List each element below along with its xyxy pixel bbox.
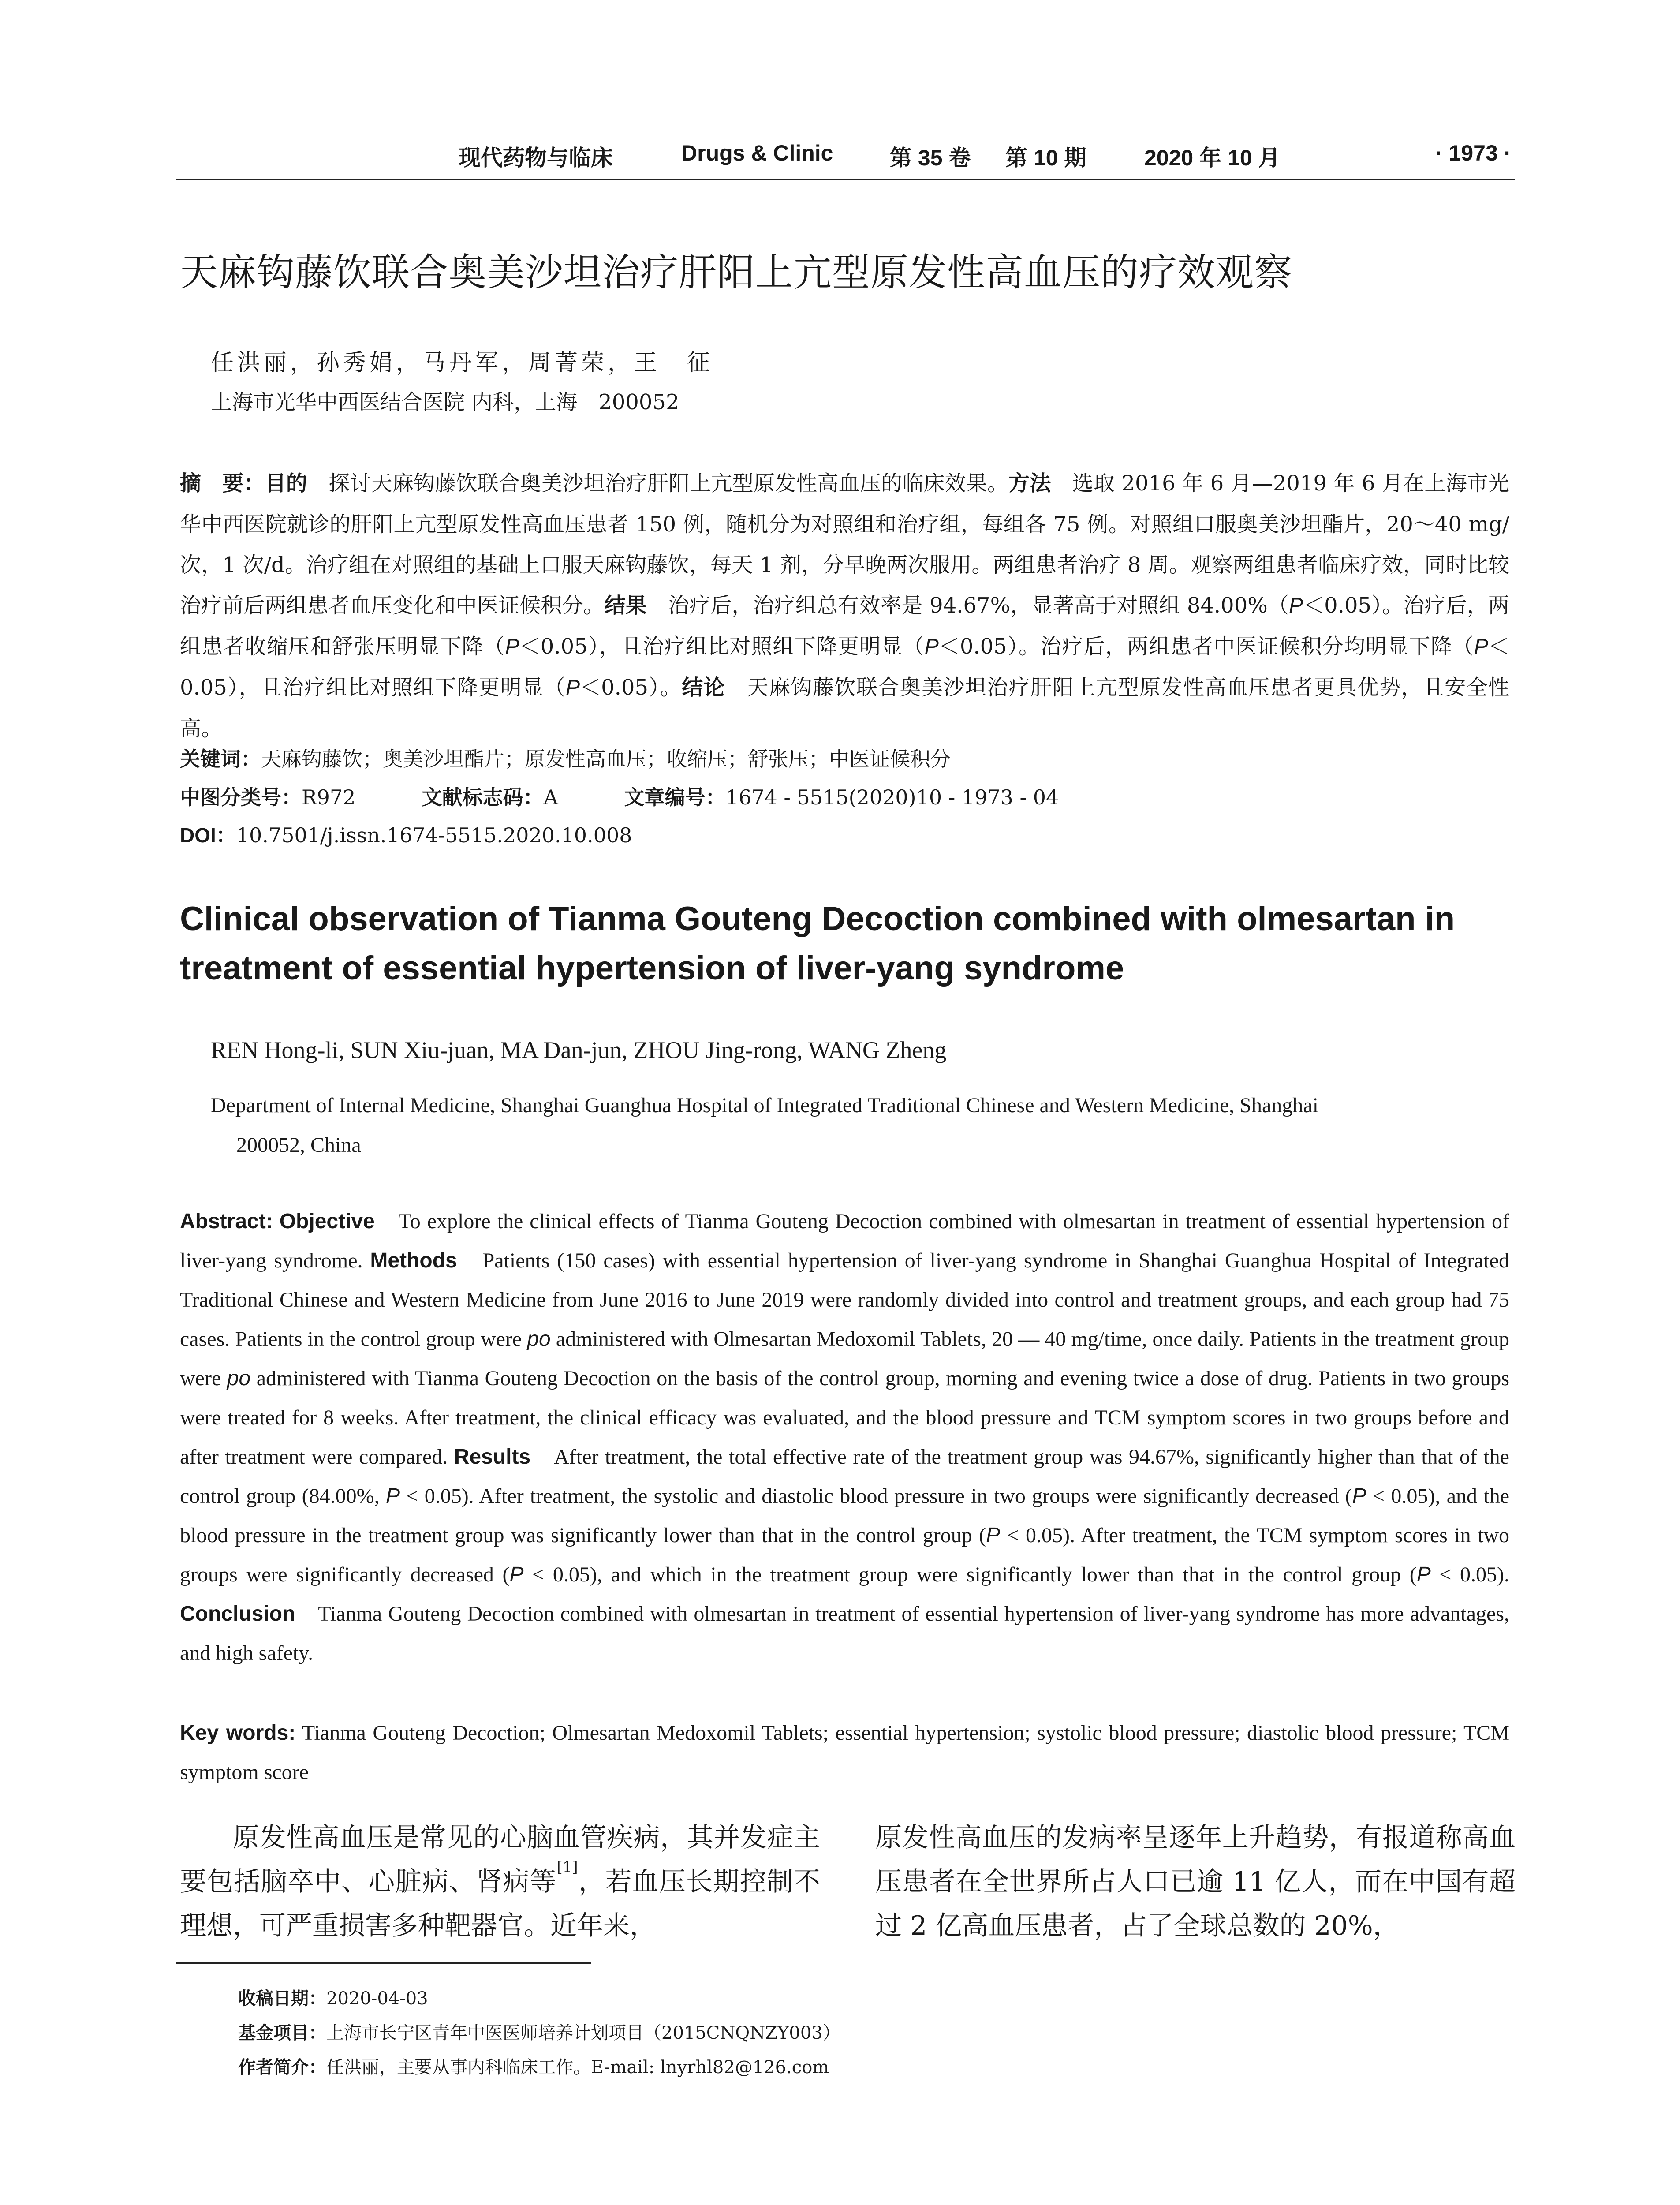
p-value-symbol: P bbox=[986, 1524, 1001, 1547]
keywords-cn-text: 天麻钩藤饮；奥美沙坦酯片；原发性高血压；收缩压；舒张压；中医证候积分 bbox=[261, 747, 951, 771]
journal-name-en: Drugs & Clinic bbox=[681, 141, 833, 165]
doi-line bbox=[180, 819, 632, 848]
doc-code: A bbox=[543, 785, 558, 809]
abstract-en-label: Abstract: bbox=[180, 1210, 273, 1233]
doi-link[interactable]: 10.7501/j.issn.1674-5515.2020.10.008 bbox=[236, 823, 632, 847]
affiliation-en bbox=[211, 1086, 1514, 1165]
body-text: 原发性高血压的发病率呈逐年上升趋势，有报道称高血压患者在全世界所占人口已逾 11 亿人，而在中国有超过 2 亿高血压患者，占了全球总数的 20%， bbox=[875, 1822, 1516, 1941]
results-en: After treatment, the total effective rate of the treatment group was 94.67%, significantly higher than that of the control group (84.00%, bbox=[180, 1445, 1509, 1508]
title-cn: 天麻钩藤饮联合奥美沙坦治疗肝阳上亢型原发性高血压的疗效观察 bbox=[180, 250, 1292, 295]
bio-label: 作者简介： bbox=[238, 2058, 326, 2077]
received-date: 2020-04-03 bbox=[326, 1988, 428, 2009]
affiliation-en-line-2: 200052, China bbox=[236, 1133, 361, 1157]
fund-label: 基金项目： bbox=[238, 2023, 326, 2043]
methods-label-en: Methods bbox=[370, 1249, 457, 1272]
volume: 第 35 卷 bbox=[890, 146, 971, 170]
fund-text: 上海市长宁区青年中医医师培养计划项目（2015CNQNZY003） bbox=[326, 2023, 840, 2043]
results-en: < 0.05), and which in the treatment group were significantly lower than that in the control group ( bbox=[523, 1563, 1417, 1586]
keywords-en bbox=[180, 1713, 1509, 1792]
p-value-symbol: P bbox=[1474, 635, 1488, 658]
doi-label: DOI： bbox=[180, 824, 236, 847]
clc-code: R972 bbox=[302, 785, 356, 809]
p-value-symbol: P bbox=[566, 676, 580, 699]
body-text: ，若血压长期控制不理想，可严重损害多种靶器官。近年来， bbox=[180, 1866, 821, 1941]
results-en: < 0.05). After treatment, the systolic and diastolic blood pressure in two groups were significantly decreased ( bbox=[399, 1484, 1352, 1508]
results-cn: ＜0.05）。 bbox=[580, 675, 682, 700]
keywords-cn-label: 关键词： bbox=[180, 747, 261, 770]
results-en: < 0.05). bbox=[1430, 1563, 1510, 1586]
p-value-symbol: P bbox=[505, 635, 519, 658]
issue-date: 2020 年 10 月 bbox=[1144, 146, 1281, 170]
title-en: Clinical observation of Tianma Gouteng Decoction combined with olmesartan in treatment of essential hypertension of liver-yang syndrome bbox=[180, 900, 1455, 987]
article-number-label: 文章编号： bbox=[624, 786, 726, 809]
body-text: 原发性高血压是常见的心脑血管疾病，其并发症主要包括脑卒中、心脏病、肾病等 bbox=[180, 1822, 820, 1897]
footnote-bio bbox=[238, 2053, 829, 2078]
po-term: po bbox=[227, 1367, 251, 1390]
keywords-en-text: Tianma Gouteng Decoction; Olmesartan Medoxomil Tablets; essential hypertension; systolic blood pressure; diastolic blood pressure; TCM symptom score bbox=[180, 1721, 1510, 1784]
clc-label: 中图分类号： bbox=[180, 786, 302, 809]
header-rule bbox=[176, 179, 1515, 180]
page-number: · 1973 · bbox=[1435, 141, 1512, 165]
objective-label-en: Objective bbox=[279, 1210, 375, 1233]
footnote-fund bbox=[238, 2019, 840, 2044]
results-cn: ＜0.05），且治疗组比对照组下降更明显（ bbox=[180, 634, 1509, 700]
p-value-symbol: P bbox=[385, 1484, 400, 1508]
footnote-received bbox=[238, 1984, 428, 2010]
bio-text: 任洪丽，主要从事内科临床工作。E-mail: lnyrhl82@126.com bbox=[326, 2057, 829, 2078]
doc-code-label: 文献标志码： bbox=[422, 786, 544, 809]
footnote-rule bbox=[176, 1962, 591, 1964]
authors-en: REN Hong-li, SUN Xiu-juan, MA Dan-jun, ZHOU Jing-rong, WANG Zheng bbox=[211, 1037, 947, 1063]
p-value-symbol: P bbox=[1352, 1484, 1366, 1508]
body-column-left bbox=[180, 1816, 820, 1948]
results-cn: ＜0.05）。治疗后，两组患者中医证候积分均明显下降（ bbox=[938, 634, 1474, 659]
methods-label-cn: 方法 bbox=[1008, 472, 1051, 495]
results-cn: ＜0.05），且治疗组比对照组下降更明显（ bbox=[519, 634, 925, 659]
abstract-cn-label: 摘 要： bbox=[180, 472, 265, 495]
citation-ref[interactable]: [1] bbox=[556, 1858, 578, 1876]
methods-en: administered with Tianma Gouteng Decoction on the basis of the control group, morning and evening twice a dose of drug. Patients in two groups were treated for 8 weeks. After treatment, the clinical efficacy was evaluated, and the blood pressure and TCM symptom scores in two groups before and after treatment were compared. bbox=[180, 1367, 1510, 1469]
body-column-right bbox=[875, 1816, 1516, 1948]
abstract-cn bbox=[180, 463, 1509, 749]
results-cn: 治疗后，治疗组总有效率是 94.67%，显著高于对照组 84.00%（ bbox=[647, 593, 1289, 618]
results-en: < 0.05). After treatment, the TCM symptom scores in two groups were significantly decreased ( bbox=[180, 1524, 1510, 1586]
results-en: < 0.05), and the blood pressure in the treatment group was significantly lower than that in the control group ( bbox=[180, 1484, 1510, 1547]
classification-line bbox=[180, 781, 1059, 811]
objective-en: To explore the clinical effects of Tianma Gouteng Decoction combined with olmesartan in treatment of essential hypertension of liver-yang syndrome. bbox=[180, 1210, 1510, 1272]
article-number: 1674 - 5515(2020)10 - 1973 - 04 bbox=[725, 785, 1059, 809]
p-value-symbol: P bbox=[509, 1563, 524, 1586]
conclusion-cn: 天麻钩藤饮联合奥美沙坦治疗肝阳上亢型原发性高血压患者更具优势，且安全性高。 bbox=[180, 675, 1509, 741]
methods-en: Patients (150 cases) with essential hypertension of liver-yang syndrome in Shanghai Guanghua Hospital of Integrated Traditional Chinese and Western Medicine from June 2016 to June 2019 were randomly divided into control and treatment groups, and each group had 75 cases. Patients in the control group were bbox=[180, 1249, 1509, 1351]
abstract-en bbox=[180, 1202, 1509, 1673]
conclusion-label-en: Conclusion bbox=[180, 1602, 295, 1626]
keywords-cn bbox=[180, 743, 951, 772]
results-label-en: Results bbox=[454, 1445, 531, 1469]
p-value-symbol: P bbox=[1416, 1563, 1431, 1586]
journal-name-cn: 现代药物与临床 bbox=[459, 145, 613, 171]
conclusion-en: Tianma Gouteng Decoction combined with olmesartan in treatment of essential hypertension of liver-yang syndrome has more advantages, and high safety. bbox=[180, 1602, 1509, 1665]
p-value-symbol: P bbox=[924, 635, 939, 658]
methods-cn: 选取 2016 年 6 月—2019 年 6 月在上海市光华中西医院就诊的肝阳上亢型原发性高血压患者 150 例，随机分为对照组和治疗组，每组各 75 例。对照组口服奥美沙坦酯片，20～40 mg/次，1 次/d。治疗组在对照组的基础上口服天麻钩藤饮，每天 1 剂，分早晚两次服用。两组患者治疗 8 周。观察两组患者临床疗效，同时比较治疗前后两组患者血压变化和中医证候积分。 bbox=[180, 471, 1509, 618]
conclusion-label-cn: 结论 bbox=[682, 676, 726, 699]
affiliation-cn: 上海市光华中西医结合医院 内科，上海 200052 bbox=[211, 390, 679, 415]
received-label: 收稿日期： bbox=[238, 1989, 326, 2008]
p-value-symbol: P bbox=[1289, 594, 1303, 617]
objective-cn: 探讨天麻钩藤饮联合奥美沙坦治疗肝阳上亢型原发性高血压的临床效果。 bbox=[307, 471, 1009, 496]
results-label-cn: 结果 bbox=[604, 594, 647, 617]
po-term: po bbox=[527, 1327, 551, 1351]
authors-cn: 任洪丽，孙秀娟，马丹军，周菁荣，王 征 bbox=[211, 350, 714, 376]
results-cn: ＜0.05）。治疗后，两组患者收缩压和舒张压明显下降（ bbox=[180, 593, 1509, 659]
keywords-en-label: Key words: bbox=[180, 1721, 296, 1745]
affiliation-en-line-1: Department of Internal Medicine, Shanghai Guanghua Hospital of Integrated Traditional Chinese and Western Medicine, Shanghai bbox=[211, 1094, 1318, 1117]
issue: 第 10 期 bbox=[1005, 146, 1086, 170]
objective-label-cn: 目的 bbox=[265, 472, 308, 495]
methods-en: administered with Olmesartan Medoxomil Tablets, 20 — 40 mg/time, once daily. Patients in the treatment group were bbox=[180, 1327, 1509, 1390]
